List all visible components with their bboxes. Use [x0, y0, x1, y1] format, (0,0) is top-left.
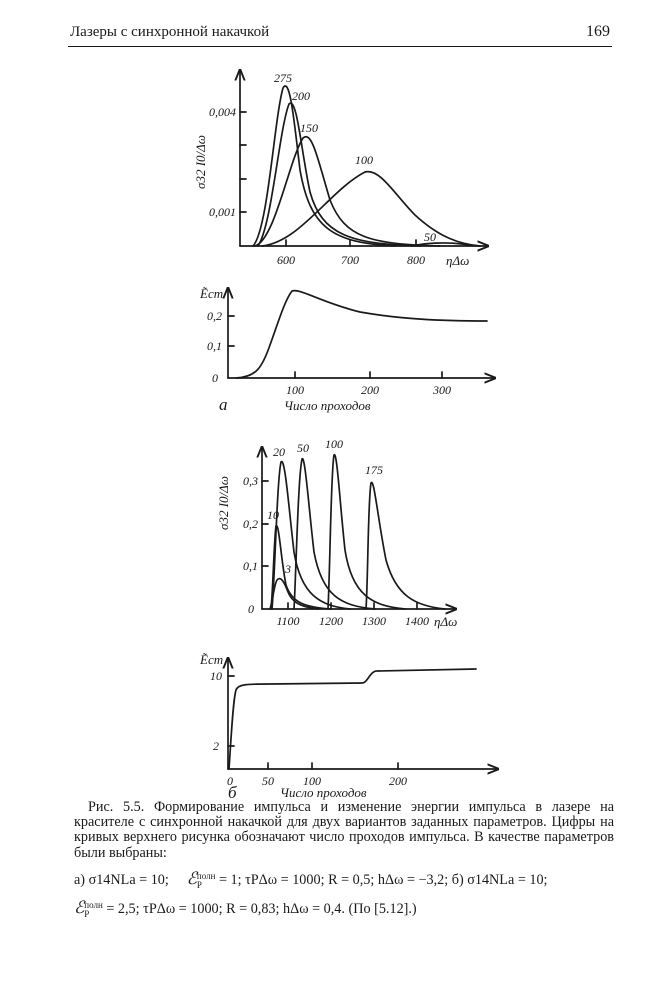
b-energy-curve — [229, 669, 476, 769]
caption-formula-line-2 — [74, 898, 417, 919]
b-label-20: 20 — [273, 445, 285, 459]
a-lower-ytick-2: 0,1 — [207, 339, 222, 353]
a-upper-xlabel: ηΔω — [446, 253, 470, 268]
b-upper-xtick-1: 1100 — [276, 614, 300, 628]
b-lower-ytick-2: 2 — [213, 739, 219, 753]
a-lower-xtick-3: 300 — [433, 383, 451, 397]
b-lower-xtick-4: 200 — [389, 774, 407, 788]
formula-a-start: а) σ14NLa = 10; — [74, 872, 169, 888]
b-lower-ytick-1: 10 — [210, 669, 222, 683]
running-title: Лазеры с синхронной накачкой — [70, 24, 270, 40]
a-lower-ytick-1: 0,2 — [207, 309, 222, 323]
a-curve-150 — [255, 137, 440, 246]
a-upper-xtick-2: 700 — [341, 253, 359, 267]
a-lower-xtick-2: 200 — [361, 383, 379, 397]
b-lower-xlabel: Число проходов — [280, 785, 367, 800]
a-curve-200 — [258, 103, 420, 246]
a-label-50: 50 — [424, 230, 436, 244]
b-curve-10 — [271, 526, 330, 609]
a-upper-ytick-2: 0,001 — [209, 205, 236, 219]
a-upper-xtick-1: 600 — [277, 253, 295, 267]
b-panel-label: б — [228, 783, 237, 800]
caption-text: Рис. 5.5. Формирование импульса и изменение энергии импульса в лазере на красителе с синхронной накачкой для двух вариантов заданных параметров. Цифры на кривых верхнего рисунка обозначают число проходов импульса. В качестве параметров были выбраны: — [74, 799, 614, 861]
a-label-100: 100 — [355, 153, 373, 167]
ep-sub-2: P — [84, 909, 90, 919]
a-energy-curve — [236, 291, 487, 378]
formula-a-rest: = 1; τPΔω = 1000; R = 0,5; hΔω = −3,2; б) σ14NLa = 10; — [218, 872, 548, 888]
a-lower-xtick-1: 100 — [286, 383, 304, 397]
a-curve-100 — [262, 172, 480, 246]
b-upper-ylabel: σ32 I0/Δω — [216, 476, 231, 530]
a-upper-ylabel: σ32 I0/Δω — [193, 135, 208, 189]
b-curve-175 — [366, 482, 445, 609]
a-lower-ytick-3: 0 — [212, 371, 218, 385]
a-label-275: 275 — [274, 71, 292, 85]
page-number: 169 — [586, 23, 610, 40]
a-lower-ylabel: Ẽст — [200, 286, 224, 301]
b-upper-xtick-3: 1300 — [362, 614, 386, 628]
ep-sub-1: P — [196, 880, 202, 890]
b-upper-ytick-4: 0 — [248, 602, 254, 616]
b-upper-ytick-3: 0,1 — [243, 559, 258, 573]
b-upper-xtick-4: 1400 — [405, 614, 429, 628]
a-panel-label: а — [219, 395, 228, 414]
a-upper-xtick-3: 800 — [407, 253, 425, 267]
ep-sup-1: полн — [196, 871, 216, 881]
b-upper-ytick-2: 0,2 — [243, 517, 258, 531]
ep-symbol-2: ℰ — [74, 898, 85, 918]
figure-caption — [74, 800, 614, 861]
ep-sup-2: полн — [84, 900, 103, 910]
a-label-200: 200 — [292, 89, 310, 103]
b-label-10: 10 — [267, 508, 279, 522]
ep-symbol-1: ℰ — [186, 869, 197, 889]
formula-b-rest: = 2,5; τPΔω = 1000; R = 0,83; hΔω = 0,4. (По [5.12].) — [106, 901, 417, 917]
caption-formula-line-1 — [74, 869, 548, 890]
b-label-175: 175 — [365, 463, 383, 477]
b-lower-xtick-3: 100 — [303, 774, 321, 788]
b-upper-xtick-2: 1200 — [319, 614, 343, 628]
b-label-50: 50 — [297, 441, 309, 455]
a-label-150: 150 — [300, 121, 318, 135]
b-upper-ytick-1: 0,3 — [243, 474, 258, 488]
b-lower-xtick-2: 50 — [262, 774, 274, 788]
a-upper-ytick-1: 0,004 — [209, 105, 236, 119]
b-label-100: 100 — [325, 437, 343, 451]
b-upper-xlabel: ηΔω — [434, 614, 458, 629]
b-label-3: 3 — [285, 562, 291, 576]
b-lower-xtick-1: 0 — [227, 774, 233, 788]
b-lower-ylabel: Ẽст — [200, 652, 224, 667]
a-lower-xlabel: Число проходов — [284, 398, 371, 413]
a-curve-275 — [253, 86, 395, 246]
